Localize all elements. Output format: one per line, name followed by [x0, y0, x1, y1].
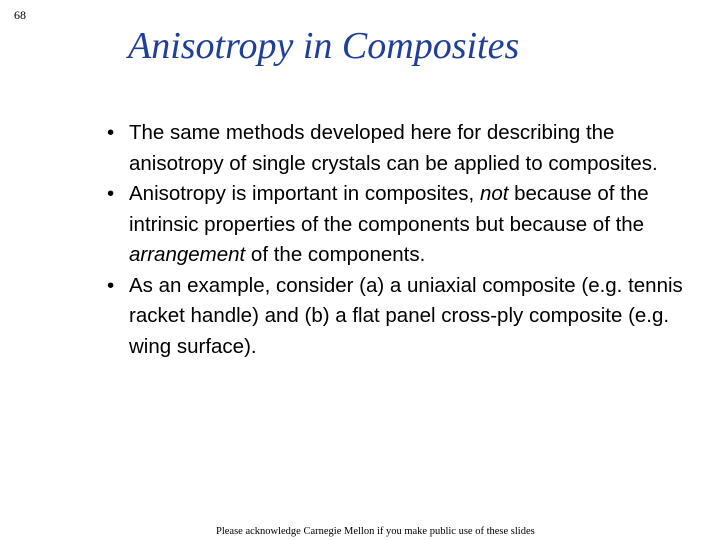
bullet-dot: • — [107, 182, 115, 205]
bullet-dot: • — [107, 121, 115, 144]
emphasis-text: not — [479, 182, 509, 205]
footer-note: Please acknowledge Carnegie Mellon if you make public use of these slides — [216, 526, 535, 537]
bullet-text: As an example, consider (a) a uniaxial composite (e.g. tennis racket handle) and (b) a flat panel cross-ply composite (e.g. wing surface). — [129, 273, 683, 358]
bullet-text: because of the intrinsic properties of the components but because of the — [129, 182, 649, 236]
bullet-text: of the components. — [245, 243, 426, 266]
bullet-list — [105, 118, 705, 362]
bullet-item — [105, 118, 705, 179]
bullet-item — [105, 179, 705, 271]
bullet-text: The same methods developed here for describing the anisotropy of single crystals can be applied to composites. — [129, 121, 658, 175]
bullet-item — [105, 271, 705, 363]
bullet-text: Anisotropy is important in composites, — [129, 182, 480, 205]
bullet-dot: • — [107, 273, 115, 297]
slide-number: 68 — [14, 8, 26, 22]
slide-title: Anisotropy in Composites — [128, 25, 520, 67]
emphasis-text: arrangement — [129, 243, 246, 266]
